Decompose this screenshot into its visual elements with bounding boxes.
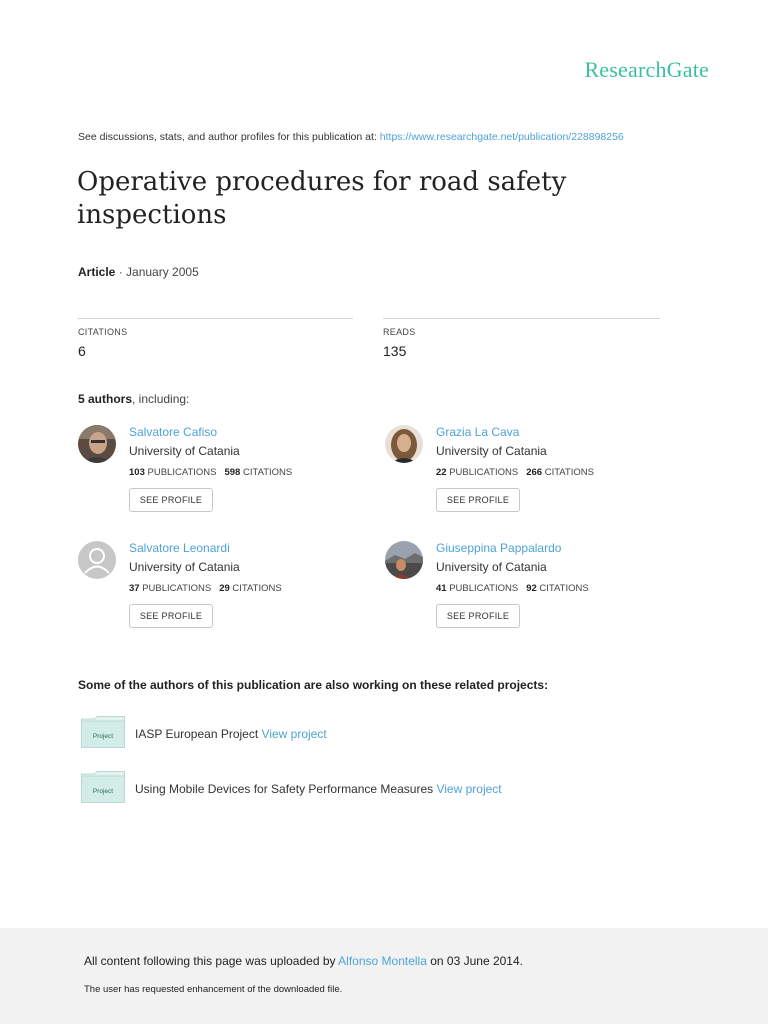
upload-suffix: on 03 June 2014.	[430, 954, 523, 968]
avatar[interactable]	[78, 425, 116, 463]
authors-suffix: , including:	[132, 392, 190, 406]
citations-label: CITATIONS	[544, 467, 594, 478]
project-title: IASP European Project	[135, 727, 259, 741]
citations-stat	[78, 318, 353, 359]
author-photo-icon	[385, 425, 423, 463]
see-profile-button[interactable]: SEE PROFILE	[129, 488, 213, 512]
publications-count: 103	[129, 467, 145, 478]
authors-count: 5 authors	[78, 392, 133, 406]
avatar[interactable]	[78, 541, 116, 579]
publications-count: 22	[436, 467, 447, 478]
upload-info	[84, 954, 523, 968]
citations-count: 92	[526, 583, 537, 594]
reads-label: READS	[383, 327, 416, 337]
see-profile-button[interactable]: SEE PROFILE	[129, 604, 213, 628]
see-profile-button[interactable]: SEE PROFILE	[436, 488, 520, 512]
author-institution: University of Catania	[436, 444, 547, 458]
author-institution: University of Catania	[436, 560, 547, 574]
avatar[interactable]	[385, 541, 423, 579]
citations-label: CITATIONS	[78, 327, 128, 337]
author-institution: University of Catania	[129, 444, 240, 458]
related-projects-heading: Some of the authors of this publication are also working on these related projects:	[78, 678, 549, 692]
author-card	[78, 425, 378, 535]
citations-count: 266	[526, 467, 543, 478]
author-stats	[436, 583, 589, 594]
view-project-link[interactable]: View project	[436, 782, 502, 796]
citations-count: 29	[219, 583, 230, 594]
author-card	[385, 425, 685, 535]
project-folder-icon	[81, 771, 125, 803]
discussion-prefix: See discussions, stats, and author profiles for this publication at:	[78, 131, 377, 143]
view-project-link[interactable]: View project	[261, 727, 327, 741]
citations-value: 6	[78, 343, 86, 359]
project-item	[81, 771, 681, 807]
uploader-link[interactable]: Alfonso Montella	[338, 954, 427, 968]
publications-label: PUBLICATIONS	[147, 467, 217, 478]
upload-prefix: All content following this page was uploaded by	[84, 954, 336, 968]
author-photo-icon	[385, 541, 423, 579]
author-name-link[interactable]: Salvatore Cafiso	[129, 425, 218, 439]
enhancement-note: The user has requested enhancement of the downloaded file.	[84, 984, 343, 995]
discussion-line	[78, 131, 624, 143]
author-photo-icon	[78, 425, 116, 463]
author-card	[385, 541, 685, 651]
publications-count: 37	[129, 583, 140, 594]
default-user-icon	[78, 541, 116, 579]
publications-label: PUBLICATIONS	[142, 583, 212, 594]
citations-label: CITATIONS	[232, 583, 282, 594]
citations-label: CITATIONS	[242, 467, 293, 478]
reads-value: 135	[383, 343, 407, 359]
avatar[interactable]	[385, 425, 423, 463]
publication-date: January 2005	[126, 265, 199, 279]
author-name-link[interactable]: Salvatore Leonardi	[129, 541, 230, 555]
researchgate-logo[interactable]: ResearchGate	[584, 57, 709, 82]
publication-type: Article	[78, 265, 116, 279]
project-folder-icon	[81, 716, 125, 748]
author-stats	[129, 467, 292, 478]
publications-count: 41	[436, 583, 447, 594]
publications-label: PUBLICATIONS	[449, 583, 519, 594]
see-profile-button[interactable]: SEE PROFILE	[436, 604, 520, 628]
citations-count: 598	[224, 467, 241, 478]
author-card	[78, 541, 378, 651]
author-institution: University of Catania	[129, 560, 240, 574]
project-icon-label: Project	[92, 733, 114, 740]
reads-stat	[383, 318, 660, 359]
project-title: Using Mobile Devices for Safety Performance Measures	[135, 782, 434, 796]
authors-heading	[78, 392, 189, 406]
publications-label: PUBLICATIONS	[449, 467, 519, 478]
publication-title: Operative procedures for road safety inspections	[77, 167, 567, 230]
project-text	[135, 727, 327, 741]
publication-meta	[78, 265, 199, 279]
project-item	[81, 716, 681, 752]
author-name-link[interactable]: Grazia La Cava	[436, 425, 520, 439]
author-name-link[interactable]: Giuseppina Pappalardo	[436, 541, 562, 555]
publication-url-link[interactable]: https://www.researchgate.net/publication/228898256	[379, 131, 624, 143]
project-icon-label: Project	[92, 788, 114, 795]
citations-label: CITATIONS	[539, 583, 589, 594]
meta-separator: ·	[115, 265, 127, 279]
author-stats	[129, 583, 282, 594]
project-text	[135, 782, 502, 796]
author-stats	[436, 467, 594, 478]
footer	[0, 928, 768, 1024]
